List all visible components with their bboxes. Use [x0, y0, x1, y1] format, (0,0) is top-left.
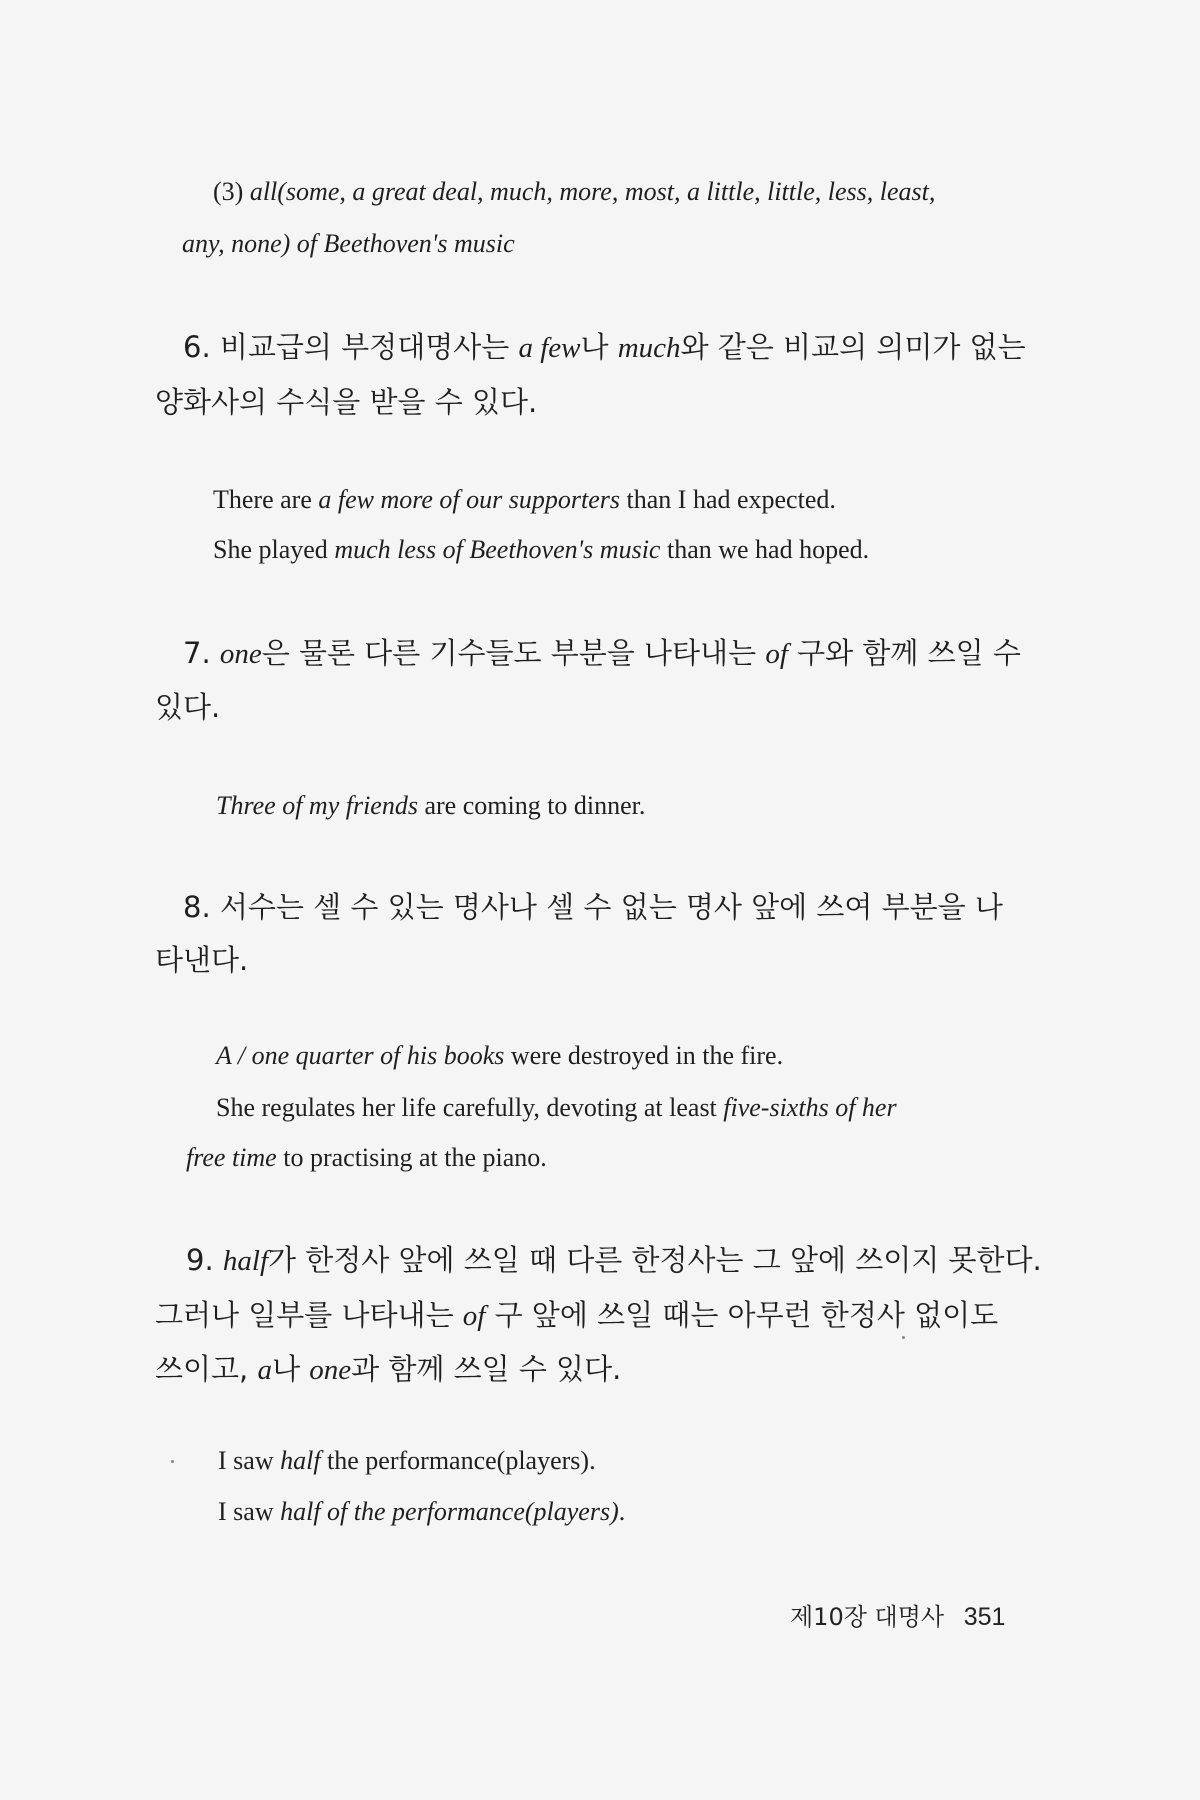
rule-8-example-2: She regulates her life carefully, devoting at least five-sixths of her — [216, 1093, 897, 1122]
item-3-line-1 — [213, 176, 935, 207]
rule-6-example-2: She played much less of Beethoven's music than we had hoped. — [213, 535, 870, 564]
rule-6-line-1: 6. 비교급의 부정대명사는 a few나 much와 같은 비교의 의미가 없는 — [183, 330, 1026, 364]
running-footer — [790, 1597, 1005, 1632]
rule-9-line-2: 그러나 일부를 나타내는 of 구 앞에 쓰일 때는 아무런 한정사 없이도 — [155, 1298, 999, 1332]
chapter-title: 제10장 대명사 — [790, 1603, 945, 1631]
rule-7-example: Three of my friends are coming to dinner. — [216, 791, 646, 820]
rule-6-example-1: There are a few more of our supporters than I had expected. — [213, 485, 836, 514]
rule-6-line-2: 양화사의 수식을 받을 수 있다. — [155, 385, 538, 419]
scan-speck — [902, 1336, 905, 1339]
rule-9-example-2: I saw half of the performance(players). — [218, 1497, 626, 1526]
rule-7-line-2: 있다. — [155, 690, 221, 724]
item-3-line-2 — [182, 228, 515, 259]
rule-8-line-2: 타낸다. — [155, 943, 249, 977]
rule-8-line-1: 8. 서수는 셀 수 있는 명사나 셀 수 없는 명사 앞에 쓰여 부분을 나 — [183, 890, 1003, 924]
rule-8-example-1: A / one quarter of his books were destroyed in the fire. — [216, 1041, 784, 1070]
rule-9-line-1: 9. half가 한정사 앞에 쓰일 때 다른 한정사는 그 앞에 쓰이지 못한다. — [186, 1243, 1042, 1277]
rule-9-line-3: 쓰이고, a나 one과 함께 쓰일 수 있다. — [155, 1352, 622, 1386]
rule-8-example-3: free time to practising at the piano. — [186, 1143, 547, 1172]
quantifier-list: all(some, a great deal, much, more, most, a little, little, less, least, — [249, 177, 936, 206]
page-number: 351 — [963, 1603, 1006, 1631]
item-number: (3) — [213, 177, 250, 206]
rule-7-line-1: 7. one은 물론 다른 기수들도 부분을 나타내는 of 구와 함께 쓰일 수 — [183, 636, 1021, 670]
quantifier-list-end: any, none) of Beethoven's music — [182, 229, 515, 258]
rule-9-example-1: I saw half the performance(players). — [218, 1446, 596, 1475]
scan-speck — [171, 1460, 174, 1463]
